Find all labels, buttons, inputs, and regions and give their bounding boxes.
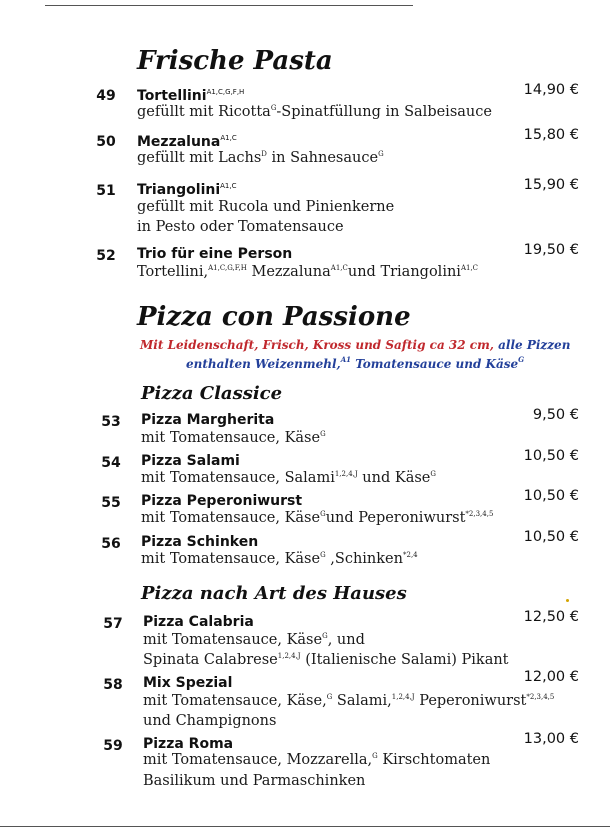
item-name-mezzaluna: Mezzaluna$^{A1,C}$: [137, 134, 237, 150]
item-number: 55: [101, 495, 121, 511]
item-price: 10,50 €: [523, 448, 579, 464]
item-number: 50: [96, 134, 116, 150]
item-price: 19,50 €: [523, 242, 579, 258]
item-name-tortellini: Tortellini$^{A1,C,G,F,H}$: [137, 88, 245, 104]
item-number: 54: [101, 455, 121, 471]
item-price: 10,50 €: [523, 488, 579, 504]
item-description: gefüllt mit Lachs$^D$ in Sahnesauce$^G$: [137, 150, 384, 166]
item-name-calabria: Pizza Calabria: [143, 614, 254, 630]
item-description: mit Tomatensauce, Mozzarella,$^G$ Kirschtomaten: [143, 752, 491, 768]
item-number: 52: [96, 248, 116, 264]
item-description: mit Tomatensauce, Salami$^{1,2,4,J}$ und Käse$^G$: [141, 470, 436, 486]
item-number: 58: [103, 677, 123, 693]
decorative-dot: [566, 599, 569, 602]
item-number: 53: [101, 414, 121, 430]
item-description: mit Tomatensauce, Käse$^G$ ,Schinken$^{*2,4}$: [141, 551, 418, 567]
item-description: Basilikum und Parmaschinken: [143, 773, 366, 789]
pizza-intro-line-1: Mit Leidenschaft, Frisch, Kross und Saftig ca 32 cm, alle Pizzen: [140, 338, 571, 352]
item-number: 49: [96, 88, 116, 104]
item-number: 51: [96, 183, 116, 199]
subsection-title-hauses: Pizza nach Art des Hauses: [141, 583, 407, 604]
item-description: Spinata Calabrese$^{1,2,4,J}$ (Italienische Salami) Pikant: [143, 652, 509, 668]
item-description: gefüllt mit Ricotta$^G$-Spinatfüllung in Salbeisauce: [137, 104, 492, 120]
subsection-title-classice: Pizza Classice: [141, 383, 283, 404]
item-name-mix-spezial: Mix Spezial: [143, 675, 233, 691]
item-price: 13,00 €: [523, 731, 579, 747]
item-name-trio: Trio für eine Person: [137, 246, 293, 262]
item-price: 15,80 €: [523, 127, 579, 143]
pizza-intro-line-2: enthalten Weizenmehl,$^{A1}$ Tomatensauce und Käse$^G$: [186, 355, 525, 371]
item-name-schinken: Pizza Schinken: [141, 534, 259, 550]
item-price: 15,90 €: [523, 177, 579, 193]
item-description: in Pesto oder Tomatensauce: [137, 219, 344, 235]
item-description: und Champignons: [143, 713, 277, 729]
top-divider: [45, 5, 413, 6]
item-price: 12,50 €: [523, 609, 579, 625]
bottom-divider: [0, 826, 610, 827]
section-title-pizza: Pizza con Passione: [137, 302, 411, 332]
item-description: mit Tomatensauce, Käse,$^G$ Salami,$^{1,2,4,J}$ Peperoniwurst$^{*2,3,4,5}$: [143, 693, 555, 709]
item-description: mit Tomatensauce, Käse$^G$und Peperoniwurst$^{*2,3,4,5}$: [141, 510, 494, 526]
item-number: 57: [103, 616, 123, 632]
item-description: mit Tomatensauce, Käse$^G$, und: [143, 632, 365, 648]
item-name-salami: Pizza Salami: [141, 453, 240, 469]
item-name-peperoniwurst: Pizza Peperoniwurst: [141, 493, 303, 509]
item-description: Tortellini,$^{A1,C,G,F,H}$ Mezzaluna$^{A1,C}$und Triangolini$^{A1,C}$: [137, 264, 479, 280]
item-number: 56: [101, 536, 121, 552]
section-title-pasta: Frische Pasta: [137, 46, 333, 76]
item-price: 14,90 €: [523, 82, 579, 98]
item-price: 10,50 €: [523, 529, 579, 545]
item-description: mit Tomatensauce, Käse$^G$: [141, 430, 326, 446]
item-name-triangolini: Triangolini$^{A1,C}$: [137, 182, 237, 198]
item-number: 59: [103, 738, 123, 754]
item-name-margherita: Pizza Margherita: [141, 412, 275, 428]
item-price: 12,00 €: [523, 669, 579, 685]
item-description: gefüllt mit Rucola und Pinienkerne: [137, 199, 395, 215]
item-name-roma: Pizza Roma: [143, 736, 234, 752]
item-price: 9,50 €: [532, 407, 579, 423]
